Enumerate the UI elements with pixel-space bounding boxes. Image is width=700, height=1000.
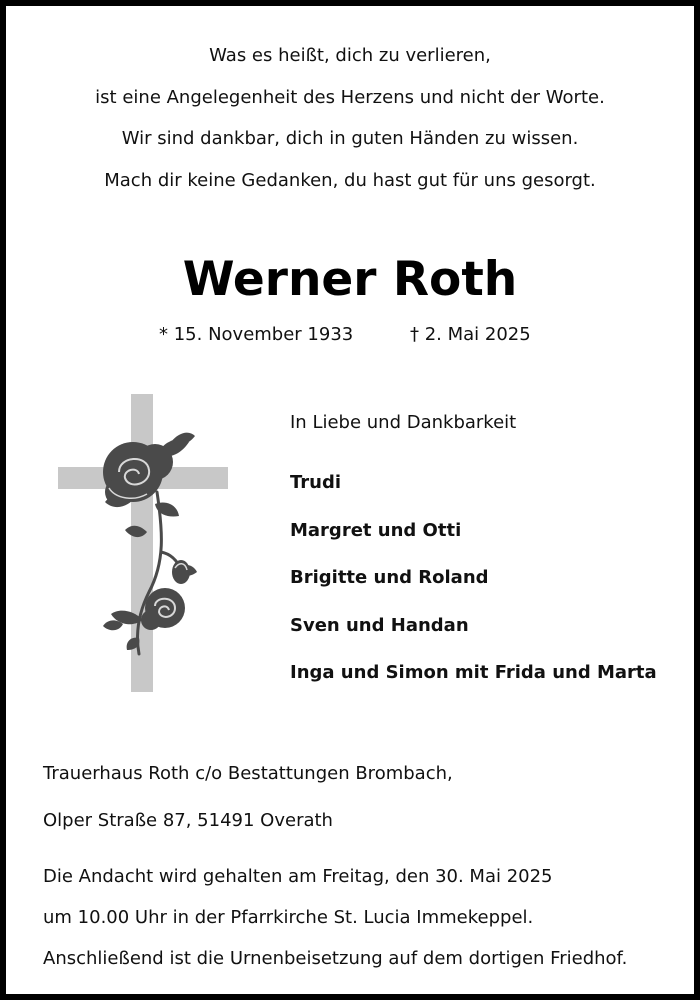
- mourners-list: [290, 472, 657, 710]
- list-item: Sven und Handan: [290, 614, 469, 636]
- rose-large: [103, 442, 173, 506]
- poem-line: Was es heißt, dich zu verlieren,: [209, 45, 491, 66]
- list-item: Brigitte und Roland: [290, 567, 489, 588]
- poem-line: Wir sind dankbar, dich in guten Händen zu wissen.: [121, 128, 579, 149]
- list-item: Trudi: [290, 472, 342, 493]
- list-item: Margret und Otti: [290, 519, 462, 541]
- mourners-intro: In Liebe und Dankbarkeit: [290, 412, 517, 433]
- cross-icon: [58, 394, 228, 692]
- list-item: Inga und Simon mit Frida und Marta: [290, 662, 657, 683]
- address-line-2: Olper Straße 87, 51491 Overath: [43, 810, 333, 831]
- poem-line: ist eine Angelegenheit des Herzens und nicht der Worte.: [95, 86, 605, 108]
- poem-line: Mach dir keine Gedanken, du hast gut für uns gesorgt.: [104, 169, 596, 191]
- deceased-name: Werner Roth: [182, 252, 518, 307]
- address-line-1: Trauerhaus Roth c/o Bestattungen Brombach,: [43, 763, 453, 784]
- death-date: † 2. Mai 2025: [410, 324, 531, 345]
- service-line: um 10.00 Uhr in der Pfarrkirche St. Lucia Immekeppel.: [43, 907, 534, 928]
- service-line: Die Andacht wird gehalten am Freitag, den 30. Mai 2025: [43, 866, 553, 887]
- cross-with-roses-icon: [53, 392, 229, 694]
- service-details: [43, 866, 627, 989]
- service-line: Anschließend ist die Urnenbeisetzung auf dem dortigen Friedhof.: [43, 948, 628, 969]
- poem: [6, 46, 694, 212]
- birth-date: * 15. November 1933: [159, 324, 354, 345]
- rose-bud: [172, 560, 190, 584]
